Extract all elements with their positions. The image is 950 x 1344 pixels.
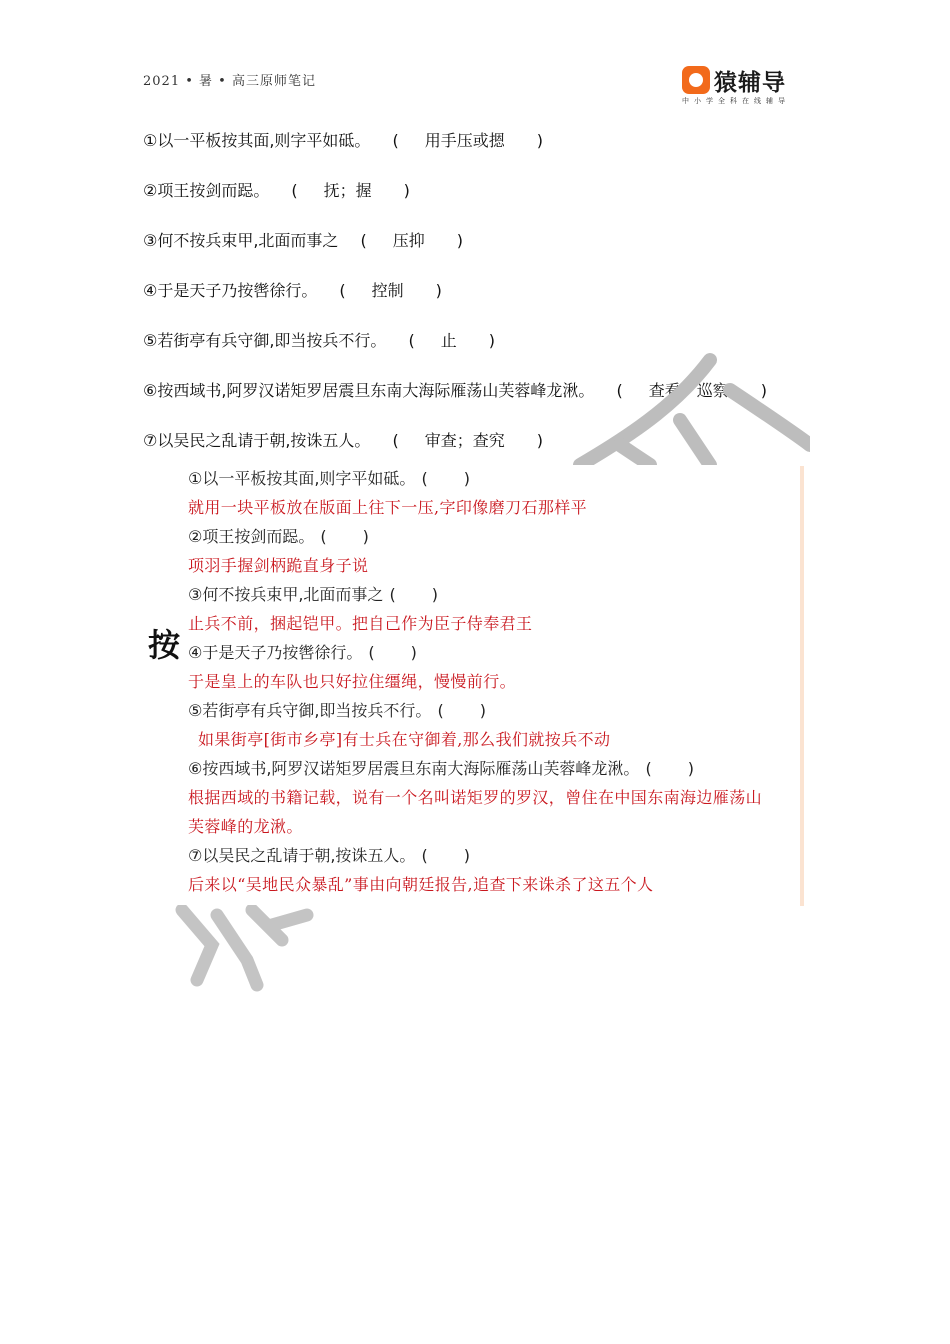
excerpt-question — [188, 638, 808, 667]
excerpt-question — [188, 522, 808, 551]
excerpt-question-text: ①以一平板按其面,则字平如砥。 — [188, 469, 416, 488]
paren-close: ) — [536, 131, 543, 150]
answer-text: 用手压或摁 — [424, 131, 505, 150]
paren-close: ) — [687, 759, 694, 778]
excerpt-question — [188, 696, 808, 725]
excerpt-translation: 后来以“吴地民众暴乱”事由向朝廷报告,追查下来诛杀了这五个人 — [188, 875, 654, 894]
question-text: ⑤若街亭有兵守御,即当按兵不行。 — [143, 331, 387, 350]
excerpt-translation: 止兵不前，捆起铠甲。把自己作为臣子侍奉君王 — [188, 614, 533, 633]
excerpt-translation: 如果街亭[街市乡亭]有士兵在守御着,那么我们就按兵不动 — [198, 730, 611, 749]
paren-close: ) — [410, 643, 417, 662]
excerpt-translation: 项羽手握剑柄跪直身子说 — [188, 556, 369, 575]
header-note: 2021 • 暑 • 高三原师笔记 — [143, 74, 316, 89]
answer-text: 控制 — [371, 281, 404, 300]
paren-open: ( — [360, 231, 367, 250]
excerpt-translation: 就用一块平板放在版面上往下一压,字印像磨刀石那样平 — [188, 498, 588, 517]
paren-close: ) — [431, 585, 438, 604]
annotated-excerpt — [148, 464, 808, 908]
answer-text: 查看；巡察 — [648, 381, 729, 400]
excerpt-question-text: ⑥按西域书,阿罗汉诺矩罗居震旦东南大海际雁荡山芙蓉峰龙湫。 — [188, 759, 640, 778]
excerpt-question — [188, 580, 808, 609]
key-character: 按 — [148, 626, 181, 664]
question-text: ⑥按西域书,阿罗汉诺矩罗居震旦东南大海际雁荡山芙蓉峰龙湫。 — [143, 381, 595, 400]
paren-open: ( — [437, 701, 444, 720]
answer-text: 抚；握 — [323, 181, 372, 200]
question-item — [143, 129, 823, 179]
paren-close: ) — [488, 331, 495, 350]
question-item — [143, 279, 823, 329]
paren-open: ( — [291, 181, 298, 200]
paren-close: ) — [536, 431, 543, 450]
paren-open: ( — [408, 331, 415, 350]
paren-close: ) — [463, 846, 470, 865]
paren-open: ( — [421, 846, 428, 865]
paren-close: ) — [403, 181, 410, 200]
excerpt-question — [188, 754, 808, 783]
excerpt-body — [188, 464, 808, 899]
excerpt-question-text: ⑤若街亭有兵守御,即当按兵不行。 — [188, 701, 432, 720]
paren-open: ( — [392, 131, 399, 150]
paren-close: ) — [760, 381, 767, 400]
excerpt-question — [188, 464, 808, 493]
paren-open: ( — [645, 759, 652, 778]
excerpt-question-text: ⑦以吴民之乱请于朝,按诛五人。 — [188, 846, 416, 865]
paren-open: ( — [339, 281, 346, 300]
question-item — [143, 179, 823, 229]
paren-open: ( — [392, 431, 399, 450]
question-text: ③何不按兵束甲,北面而事之 — [143, 231, 339, 250]
paren-close: ) — [456, 231, 463, 250]
paren-open: ( — [389, 585, 396, 604]
excerpt-translation: 芙蓉峰的龙湫。 — [188, 817, 303, 836]
question-text: ①以一平板按其面,则字平如砥。 — [143, 131, 371, 150]
excerpt-translation: 根据西域的书籍记载，说有一个名叫诺矩罗的罗汉，曾住在中国东南海边雁荡山 — [188, 788, 763, 807]
question-item — [143, 229, 823, 279]
answer-text: 止 — [440, 331, 457, 350]
answer-text: 审查；查究 — [424, 431, 505, 450]
brand-logo — [682, 64, 802, 108]
paren-open: ( — [368, 643, 375, 662]
excerpt-question-text: ②项王按剑而跽。 — [188, 527, 315, 546]
paren-close: ) — [362, 527, 369, 546]
question-text: ⑦以吴民之乱请于朝,按诛五人。 — [143, 431, 371, 450]
excerpt-question-text: ④于是天子乃按辔徐行。 — [188, 643, 363, 662]
excerpt-question-text: ③何不按兵束甲,北面而事之 — [188, 585, 384, 604]
paren-open: ( — [616, 381, 623, 400]
paren-close: ) — [435, 281, 442, 300]
paren-close: ) — [463, 469, 470, 488]
excerpt-translation: 于是皇上的车队也只好拉住缰绳，慢慢前行。 — [188, 672, 517, 691]
brand-tagline: 中小学全科在线辅导 — [682, 97, 790, 105]
paren-open: ( — [421, 469, 428, 488]
monkey-logo-icon — [682, 66, 710, 94]
watermark-top — [560, 350, 810, 465]
paren-close: ) — [479, 701, 486, 720]
watermark-bottom — [172, 905, 322, 995]
paren-open: ( — [320, 527, 327, 546]
brand-name: 猿辅导 — [714, 70, 786, 96]
question-text: ④于是天子乃按辔徐行。 — [143, 281, 318, 300]
excerpt-question — [188, 841, 808, 870]
question-text: ②项王按剑而跽。 — [143, 181, 270, 200]
answer-text: 压抑 — [392, 231, 425, 250]
